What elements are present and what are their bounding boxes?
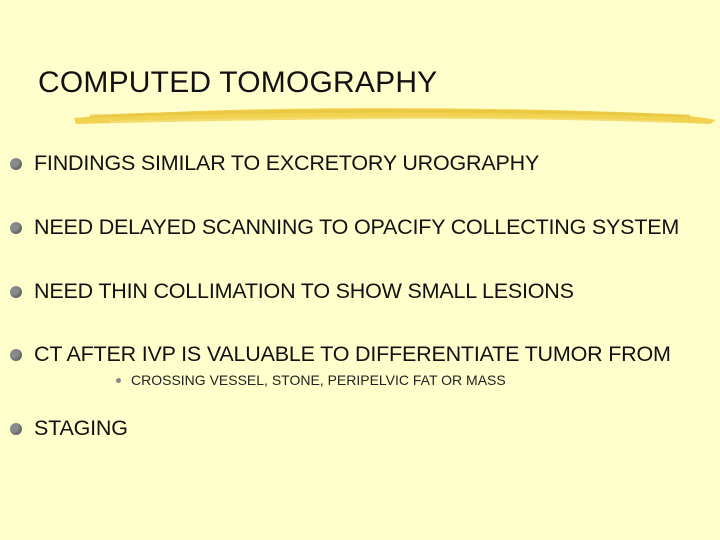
sub-bullet-item: CROSSING VESSEL, STONE, PERIPELVIC FAT OR MASS — [116, 372, 506, 388]
bullet-icon — [10, 158, 22, 170]
slide-title: COMPUTED TOMOGRAPHY — [38, 66, 438, 99]
bullet-item: STAGING — [10, 416, 128, 441]
bullet-icon — [10, 286, 22, 298]
title-underline-brushstroke — [70, 104, 720, 130]
bullet-icon — [10, 349, 22, 361]
bullet-item: CT AFTER IVP IS VALUABLE TO DIFFERENTIATE TUMOR FROM — [10, 342, 671, 367]
bullet-item: NEED DELAYED SCANNING TO OPACIFY COLLECTING SYSTEM — [10, 215, 679, 240]
bullet-icon — [10, 423, 22, 435]
bullet-icon — [10, 222, 22, 234]
sub-bullet-icon — [116, 378, 121, 383]
bullet-item: NEED THIN COLLIMATION TO SHOW SMALL LESIONS — [10, 279, 574, 304]
bullet-item: FINDINGS SIMILAR TO EXCRETORY UROGRAPHY — [10, 151, 539, 176]
